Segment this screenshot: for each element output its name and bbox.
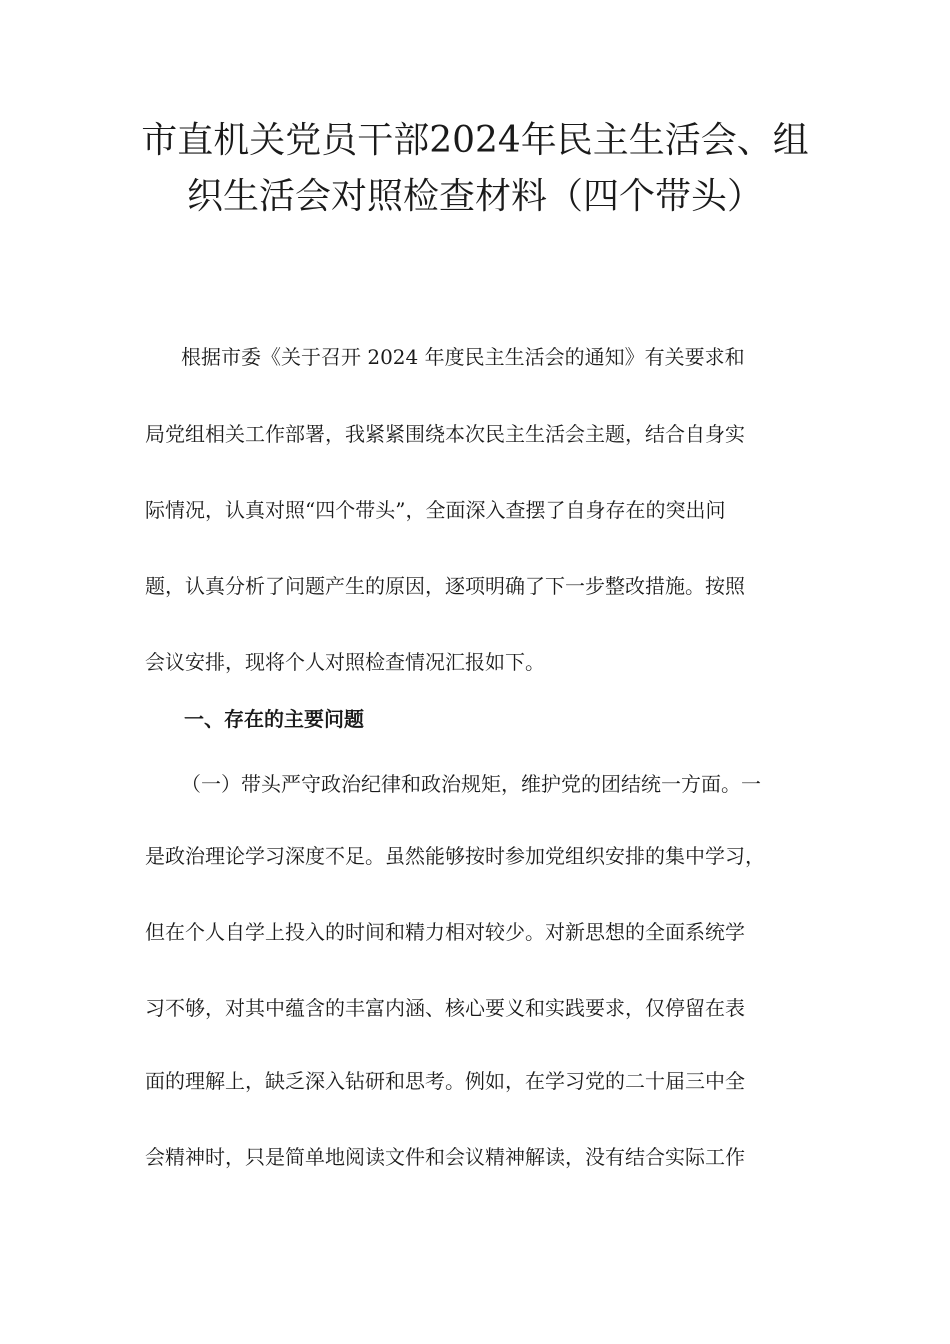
paragraph-line: 根据市委《关于召开 2024 年度民主生活会的通知》有关要求和 xyxy=(181,345,745,369)
paragraph-line: 习不够，对其中蕴含的丰富内涵、核心要义和实践要求，仅停留在表 xyxy=(145,996,745,1020)
section-heading: 一、存在的主要问题 xyxy=(184,707,364,731)
document-title-line-2: 织生活会对照检查材料（四个带头） xyxy=(186,176,763,217)
paragraph-line: 会议安排，现将个人对照检查情况汇报如下。 xyxy=(145,650,545,674)
paragraph-line: 是政治理论学习深度不足。虽然能够按时参加党组织安排的集中学习， xyxy=(145,844,765,868)
paragraph-line: 局党组相关工作部署，我紧紧围绕本次民主生活会主题，结合自身实 xyxy=(145,422,745,446)
paragraph-line: 面的理解上，缺乏深入钻研和思考。例如，在学习党的二十届三中全 xyxy=(145,1069,745,1093)
paragraph-line: （一）带头严守政治纪律和政治规矩，维护党的团结统一方面。一 xyxy=(181,772,761,796)
paragraph-line: 题，认真分析了问题产生的原因，逐项明确了下一步整改措施。按照 xyxy=(145,574,745,598)
document-title-line-1: 市直机关党员干部2024年民主生活会、组 xyxy=(141,120,809,161)
paragraph-line: 际情况，认真对照“四个带头”，全面深入查摆了自身存在的突出问 xyxy=(145,498,726,522)
paragraph-line: 会精神时，只是简单地阅读文件和会议精神解读，没有结合实际工作 xyxy=(145,1145,745,1169)
paragraph-line: 但在个人自学上投入的时间和精力相对较少。对新思想的全面系统学 xyxy=(145,920,745,944)
